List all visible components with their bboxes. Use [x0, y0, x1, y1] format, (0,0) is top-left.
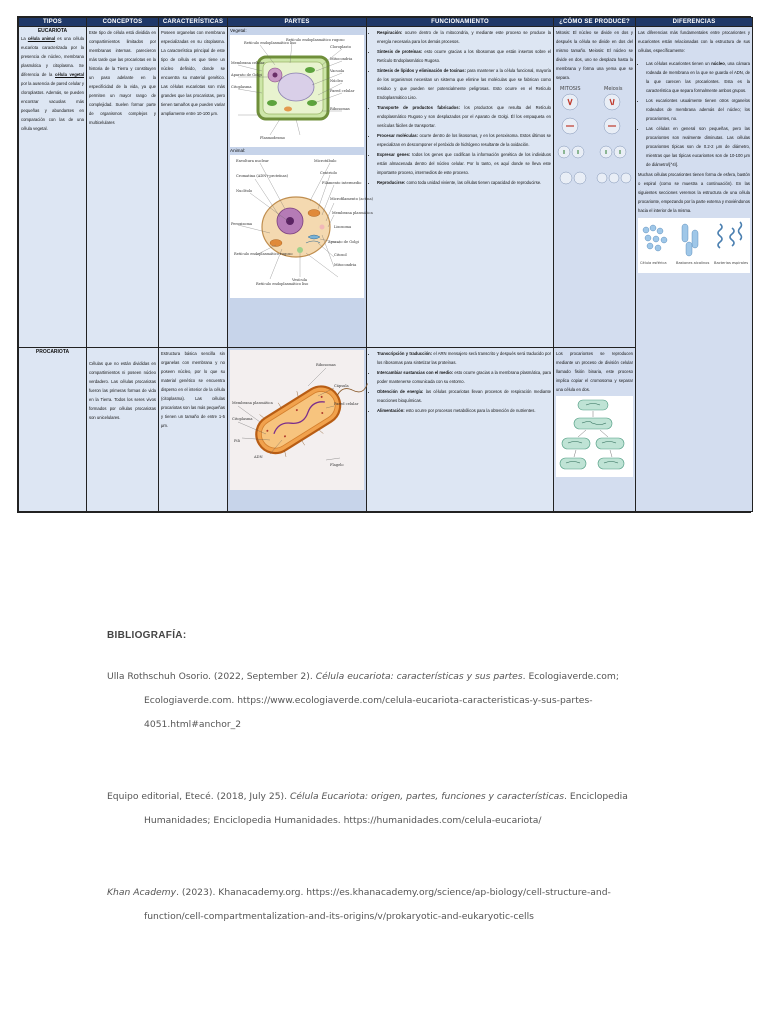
concept-text-b: es una célula eucariota caracterizada por la presencia de núcleo, membrana plasmática y citoplasma. Se diferencia de la	[21, 36, 84, 77]
animal-label-12: Citosol	[334, 253, 347, 257]
animal-label-7: Membrana plasmática	[332, 211, 373, 215]
prokaryote-cell-diagram	[230, 350, 364, 490]
eucariota-conceptos-cell: Este tipo de célula está dividida en compartimientos limitados por membranas internas. parecieron más tarde que las procariotas en la historia de la Tierra y constituyen un paso adelante en la especificidad de la vida, ya que permiten un mayor rango de complejidad. Suelen formar parte de organismos complejos y multicelulares	[87, 27, 159, 348]
animal-label-3: Centriolo	[320, 171, 337, 175]
header-tipos: TIPOS	[19, 18, 87, 27]
plant-cell-diagram	[230, 35, 364, 147]
shape-label-0: Célula esférica	[640, 261, 667, 265]
diferencia-item: • Las células en general son pequeñas, pero las procariontes son realmente diminutas. Las células procariontes típicas son de 0.2-2 μm de diámetro, mientras que las típicas eucariontes son de 10-100 μm de diámetro\[^4\].	[646, 124, 750, 169]
bibliography-section	[107, 630, 667, 929]
procariota-conceptos-text: Células que no están divididas en compartimientos ni poseen núcleo verdadero. Las células procariotas fueron las primeras formas de vida en la Tierra. Todos los seres vivos formados por células procariotas son unicelulares.	[89, 361, 156, 420]
prok-label-7: ADN	[254, 455, 263, 459]
animal-label-8: Peroxisoma	[231, 222, 252, 226]
comparison-table	[17, 16, 751, 513]
animal-label-4: Nucléolo	[236, 189, 253, 193]
shape-label-1: Bastones alcalinos	[676, 261, 710, 265]
eucariota-funcion-item: • Respiración: ocurre dentro de la mitocondria, y mediante este proceso se produce la energía necesaria para los demás procesos.	[377, 28, 551, 46]
plant-label-2: Cloroplasto	[330, 45, 351, 49]
ref-0-source[interactable]: . Ecologiaverde.com; Ecologiaverde.com. https://www.ecologiaverde.com/celula-eucariota-caracteristicas-y-sus-partes-4051.html#anchor_2	[144, 671, 619, 730]
procariota-partes-cell	[228, 348, 367, 512]
table-header-row	[19, 18, 753, 27]
plant-label-6: Pared celular	[330, 89, 355, 93]
meiosis-title: Meiosis	[604, 86, 623, 92]
ref-1-authors: Equipo editorial, Etecé. (2018, July 25).	[107, 791, 290, 802]
eucariota-partes-cell	[228, 27, 374, 348]
animal-label-1: Microtúbulo	[314, 159, 337, 163]
plant-label-5: Núcleo	[330, 79, 343, 83]
animal-label-2: Cromatina (ADN+proteínas)	[236, 174, 289, 178]
eucariota-funcion-item: • Transporte de productos fabricados: los productos que resulta del Retículo endoplasmático Rugoso y son desplazados por el Aparato de Golgi. Él los empaqueta en vesículas fáciles de transportar.	[377, 103, 551, 130]
header-funcionamiento: FUNCIONAMIENTO	[367, 18, 554, 27]
animal-label: Animal:	[230, 148, 246, 153]
animal-label-15: Retículo endoplasmático liso	[256, 282, 309, 286]
animal-label-5: Filamento intermedio	[322, 181, 362, 185]
diferencias-extra: Muchas células procariontes tienen forma de esfera, bastón o espiral (como se muestra a continuación). En las siguientes secciones veremos la estructura de una célula procarionte, empezando por la parte externa y moviéndonos hacia el interior de la misma.	[638, 172, 750, 213]
bibliography-heading: BIBLIOGRAFÍA:	[107, 630, 187, 641]
mitosis-title: MITOSIS	[560, 86, 581, 92]
eucariota-funcion-item: • Síntesis de lípidos y eliminación de toxinas: para mantener a la célula funcional, mayoría de los organismos necesitan un sistema que elimine las moléculas que se fabrican como residuo y que pueden ser potencialmente peligrosas. Esto ocurre en el Retículo Endoplasmático Liso.	[377, 66, 551, 102]
prok-label-0: Ribosomas	[316, 363, 336, 367]
vegetal-label: Vegetal:	[230, 28, 247, 33]
header-conceptos: CONCEPTOS	[87, 18, 159, 27]
header-como-se-produce: ¿CÓMO SE PRODUCE?	[554, 18, 636, 27]
concept-text-c: por la ausencia de pared celular y cloroplastos. Además, se pueden encontrar vacuolas más pequeñas y abundantes en comparación con las de una célula vegetal.	[21, 81, 84, 131]
prok-label-5: Flagelo	[330, 463, 344, 467]
celula-animal-link[interactable]: célula animal	[27, 36, 56, 41]
procariota-funcion-item: • Transcripción y traducción: el ARN mensajero será transcrito y después será traducido por los ribosomas para sintetizar las proteínas.	[377, 349, 551, 367]
plant-label-9: Aparato de Golgi	[231, 73, 262, 77]
animal-label-0: Envoltura nuclear	[236, 159, 269, 163]
binary-fission-diagram	[556, 396, 633, 477]
plant-label-1: Retículo endoplasmático rugoso	[286, 38, 345, 42]
animal-label-6: Microfilamento (actina)	[330, 197, 374, 201]
header-caracteristicas: CARACTERÍSTICAS	[159, 18, 228, 27]
plant-label-10: Citoplasma	[231, 85, 252, 89]
eucariota-funcion-item: • Reproducirse: como toda unidad viviente, las células tienen capacidad de reproducirse.	[377, 178, 551, 187]
procariota-conceptos-cell	[87, 348, 159, 512]
diferencia-item: • Las células eucariontes tienen un núcleo, una cámara rodeada de membrana en la que se guarda el ADN, de la que carecen las procariontes. Esta es la característica que separa formalmente ambos grupos.	[646, 59, 750, 95]
ref-2-title: Khan Academy	[107, 887, 177, 898]
prok-label-6: Pili	[234, 439, 240, 443]
animal-label-13: Mitocondria	[334, 263, 357, 267]
eucariota-tipo-cell	[19, 27, 87, 348]
prok-label-2: Pared celular	[334, 402, 359, 406]
ref-1-title: Célula Eucariota: origen, partes, funciones y características	[289, 791, 565, 802]
diferencias-intro: Las diferencias más fundamentales entre procariontes y eucariontes están relacionadas con la estructura de sus células, específicamente:	[638, 30, 750, 53]
diferencia-item: • Los eucariontes usualmente tienen otros organelos rodeados de membrana además del núcleo; los procariontes, no.	[646, 96, 750, 123]
shape-label-2: Bacterias espirales	[714, 261, 749, 265]
mitosis-meiosis-diagram	[556, 82, 633, 205]
eucariota-como-cell	[554, 27, 636, 348]
prok-label-4: Citoplasma	[232, 417, 253, 421]
animal-label-14: Vesícula	[292, 278, 308, 282]
plant-label-4: Vacuola	[330, 69, 345, 73]
animal-label-10: Aparato de Golgi	[328, 240, 359, 244]
diferencias-cell	[636, 27, 753, 512]
procariota-como-cell	[554, 348, 636, 512]
procariota-tipo-cell	[19, 348, 87, 512]
ref-0-title: Célula eucariota: características y sus partes	[315, 671, 523, 682]
eucariota-funcion-item: • Síntesis de proteínas: esto ocurre gracias a los ribosomas que están insertos sobre el Retículo Endoplasmático Rugoso.	[377, 47, 551, 65]
celula-vegetal-link[interactable]: célula vegetal	[55, 72, 84, 77]
eucariota-como-text: Mitosis: El núcleo se divide en dos y después la célula se divide en dos del mismo tamaño. Meiosis: El núcleo se divide en dos, uno se desplaza hasta la membrana y forma una yema que se separa.	[556, 30, 633, 80]
eucariota-funciones-list	[369, 28, 551, 187]
plant-label-8: Membrana celular	[231, 61, 265, 65]
reference-2	[107, 881, 667, 929]
procariota-funcion-item: • Intercambiar sustancias con el medio: esto ocurre gracias a la membrana plasmática, para poder mantenerse comunicada con su entorno.	[377, 368, 551, 386]
plant-label-11: Plasmodesmo	[260, 136, 285, 140]
concept-text-a: La	[21, 36, 28, 41]
procariota-funcion-item: • Obtención de energía: las células procariotas llevan procesos de respiración mediante reacciones bioquímicas.	[377, 387, 551, 405]
procariota-como-text: Los procariontes se reproducen mediante un proceso de división celular llamado fisión binaria, este proceso implica copiar el cromosoma y separar una célula en dos.	[556, 351, 633, 392]
reference-1	[107, 785, 667, 833]
procariota-funcionamiento-cell	[367, 348, 554, 512]
bacteria-shapes-diagram	[638, 218, 750, 273]
prok-label-3: Membrana plasmática	[232, 401, 273, 405]
plant-label-0: Retículo endoplasmático liso	[244, 41, 297, 45]
plant-label-3: Mitocondria	[330, 57, 353, 61]
procariota-funciones-list	[369, 349, 551, 415]
eucariota-funcion-item: • Procesar moléculas: ocurre dentro de los lisosomas, y en los peroxisoma. Estos últimos se especializan en descomponer el peróxido de hidrógeno resultante de la oxidación.	[377, 131, 551, 149]
eucariota-funcion-item: • Expresar genes: todos los genes que codifican la información genética de los individuos están almacenada dentro del núcleo celular. Por lo tanto, es aquí donde se lleva este importante proceso, intermedios de este proceso.	[377, 150, 551, 177]
prok-label-1: Cápsula	[334, 384, 349, 388]
ref-0-authors: Ulla Rothschuh Osorio. (2022, September 2).	[107, 671, 316, 682]
procariota-title: PROCARIOTA	[35, 349, 70, 355]
header-diferencias: DIFERENCIAS	[636, 18, 753, 27]
procariota-funcion-item: • Alimentación: esto ocurre por procesos metabólicos para la obtención de nutrientes.	[377, 406, 551, 415]
procariota-caracteristicas-cell: Estructura básica sencilla sin organelas con membrana y no poseen núcleo, por lo que su material genético se encuentra disperso en el interior de la célula (citoplasma). Las células procariotas son las más pequeñas y tienen un tamaño de entre 1-5 μm.	[159, 348, 228, 512]
eucariota-title: EUCARIOTA	[37, 28, 68, 34]
header-partes: PARTES	[228, 18, 367, 27]
ref-2-source[interactable]: . (2023). Khanacademy.org. https://es.khanacademy.org/science/ap-biology/cell-structure-and-function/cell-compartmentalization-and-its-origins/v/prokaryotic-and-eukaryotic-cells	[144, 887, 611, 922]
ref-1-source[interactable]: . Enciclopedia Humanidades; Enciclopedia Humanidades. https://humanidades.com/celula-eucariota/	[144, 791, 628, 826]
animal-label-9: Lisosoma	[334, 225, 352, 229]
animal-label-11: Retículo endoplasmático rugoso	[234, 252, 293, 256]
eucariota-caracteristicas-cell: Poseen organelas con membrana especializadas en su citoplasma. La característica principal de este tipo de célula es que tiene un núcleo definido, donde se encuentra su material genético. Las células eucariotas son más grandes que las procariotas, pero tienen tamaños que pueden variar ampliamente entre 10-100 μm.	[159, 27, 228, 348]
animal-cell-diagram	[230, 155, 374, 298]
reference-0	[107, 665, 667, 737]
plant-label-7: Ribosomas	[330, 107, 350, 111]
diferencias-list	[638, 59, 750, 169]
eucariota-funcionamiento-cell	[367, 27, 554, 348]
eucariota-row	[19, 27, 753, 348]
